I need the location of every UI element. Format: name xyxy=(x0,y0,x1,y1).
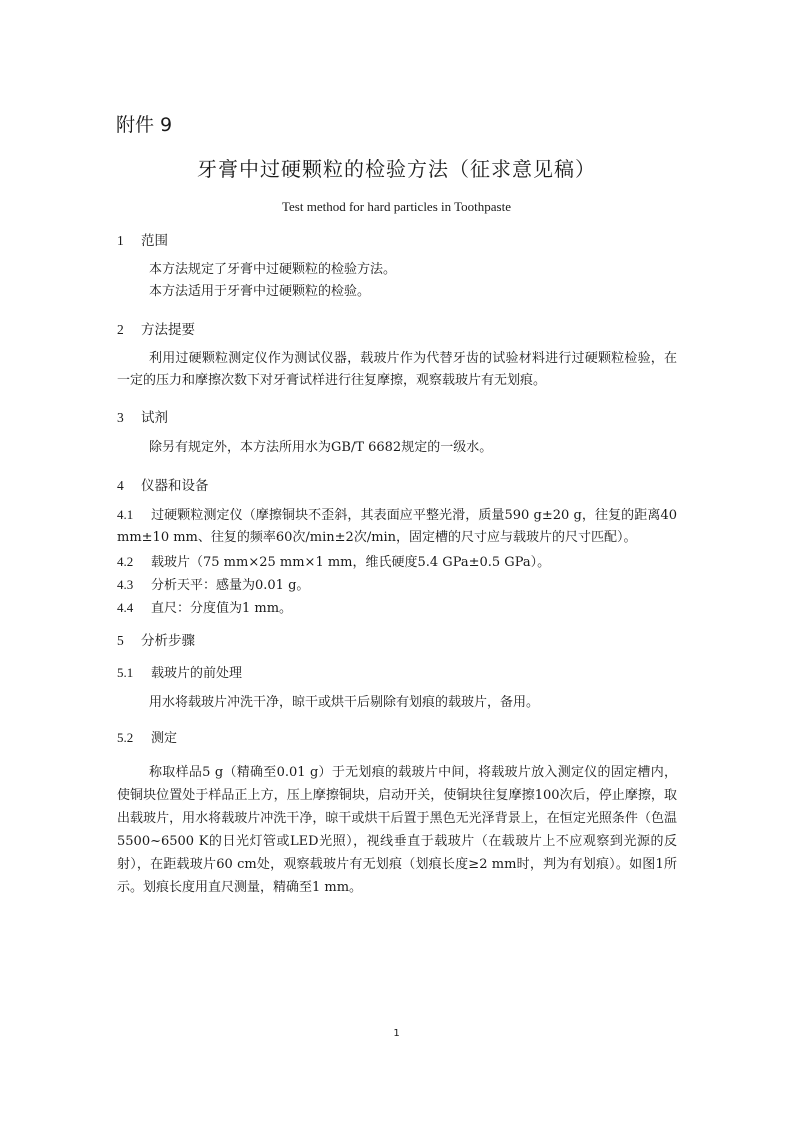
document-title: 牙膏中过硬颗粒的检验方法（征求意见稿） xyxy=(197,157,596,181)
subsection-number: 5.2 xyxy=(117,730,134,745)
document-subtitle: Test method for hard particles in Toothpaste xyxy=(282,199,511,214)
section-title: 范围 xyxy=(141,233,168,249)
item-number: 4.4 xyxy=(117,600,134,615)
section-heading-4 xyxy=(117,474,209,494)
paragraph: 本方法适用于牙膏中过硬颗粒的检验。 xyxy=(149,284,371,299)
item-number: 4.3 xyxy=(117,577,134,592)
section-heading-1 xyxy=(117,229,168,249)
section-number: 4 xyxy=(117,478,124,493)
subsection-title: 载玻片的前处理 xyxy=(151,666,243,681)
section-title: 试剂 xyxy=(141,410,168,426)
section-number: 5 xyxy=(117,633,124,648)
section-number: 3 xyxy=(117,410,124,425)
paragraph: 除另有规定外，本方法所用水为GB/T 6682规定的一级水。 xyxy=(149,440,493,455)
attachment-label: 附件 9 xyxy=(116,114,173,136)
section-heading-5 xyxy=(117,629,195,649)
item-text: 载玻片（75 mm×25 mm×1 mm，维氏硬度5.4 GPa±0.5 GPa）。 xyxy=(151,555,551,570)
subsection-title: 测定 xyxy=(151,731,178,746)
item-number: 4.2 xyxy=(117,554,134,569)
paragraph: 利用过硬颗粒测定仪作为测试仪器，载玻片作为代替牙齿的试验材料进行过硬颗粒检验，在一定的压力和摩擦次数下对牙膏试样进行往复摩擦，观察载玻片有无划痕。 xyxy=(117,351,677,388)
section-number: 2 xyxy=(117,322,124,337)
subsection-heading-5-2 xyxy=(117,727,177,746)
section-title: 方法提要 xyxy=(141,322,195,338)
list-item-4-1 xyxy=(117,504,677,549)
subsection-number: 5.1 xyxy=(117,665,134,680)
list-item-4-3 xyxy=(117,574,309,593)
page-number: 1 xyxy=(393,1028,400,1039)
list-item-4-4 xyxy=(117,597,292,616)
subsection-heading-5-1 xyxy=(117,662,242,681)
section-number: 1 xyxy=(117,233,124,248)
item-number: 4.1 xyxy=(117,507,134,522)
section-heading-2 xyxy=(117,318,195,338)
paragraph: 用水将载玻片冲洗干净，晾干或烘干后剔除有划痕的载玻片，备用。 xyxy=(149,695,540,710)
item-text: 分析天平：感量为0.01 g。 xyxy=(151,578,310,593)
section-heading-3 xyxy=(117,406,168,426)
section-title: 仪器和设备 xyxy=(141,478,209,494)
item-text: 直尺：分度值为1 mm。 xyxy=(151,601,293,616)
item-text: 过硬颗粒测定仪（摩擦铜块不歪斜，其表面应平整光滑，质量590 g±20 g，往复的距离40 mm±10 mm、往复的频率60次/min±2次/min，固定槽的尺寸应与载玻片的尺寸匹配）。 xyxy=(117,508,677,545)
paragraph: 称取样品5 g（精确至0.01 g）于无划痕的载玻片中间，将载玻片放入测定仪的固定槽内，使铜块位置处于样品正上方，压上摩擦铜块，启动开关，使铜块往复摩擦100次后，停止摩擦，取出载玻片，用水将载玻片冲洗干净，晾干或烘干后置于黑色无光泽背景上，在恒定光照条件（色温5500~6500 K的日光灯管或LED光照），视线垂直于载玻片（在载玻片上不应观察到光源的反射），在距载玻片60 cm处，观察载玻片有无划痕（划痕长度≥2 mm时，判为有划痕）。如图1所示。划痕长度用直尺测量，精确至1 mm。 xyxy=(117,765,677,895)
list-item-4-2 xyxy=(117,551,550,570)
paragraph: 本方法规定了牙膏中过硬颗粒的检验方法。 xyxy=(149,262,397,277)
section-title: 分析步骤 xyxy=(141,633,195,649)
